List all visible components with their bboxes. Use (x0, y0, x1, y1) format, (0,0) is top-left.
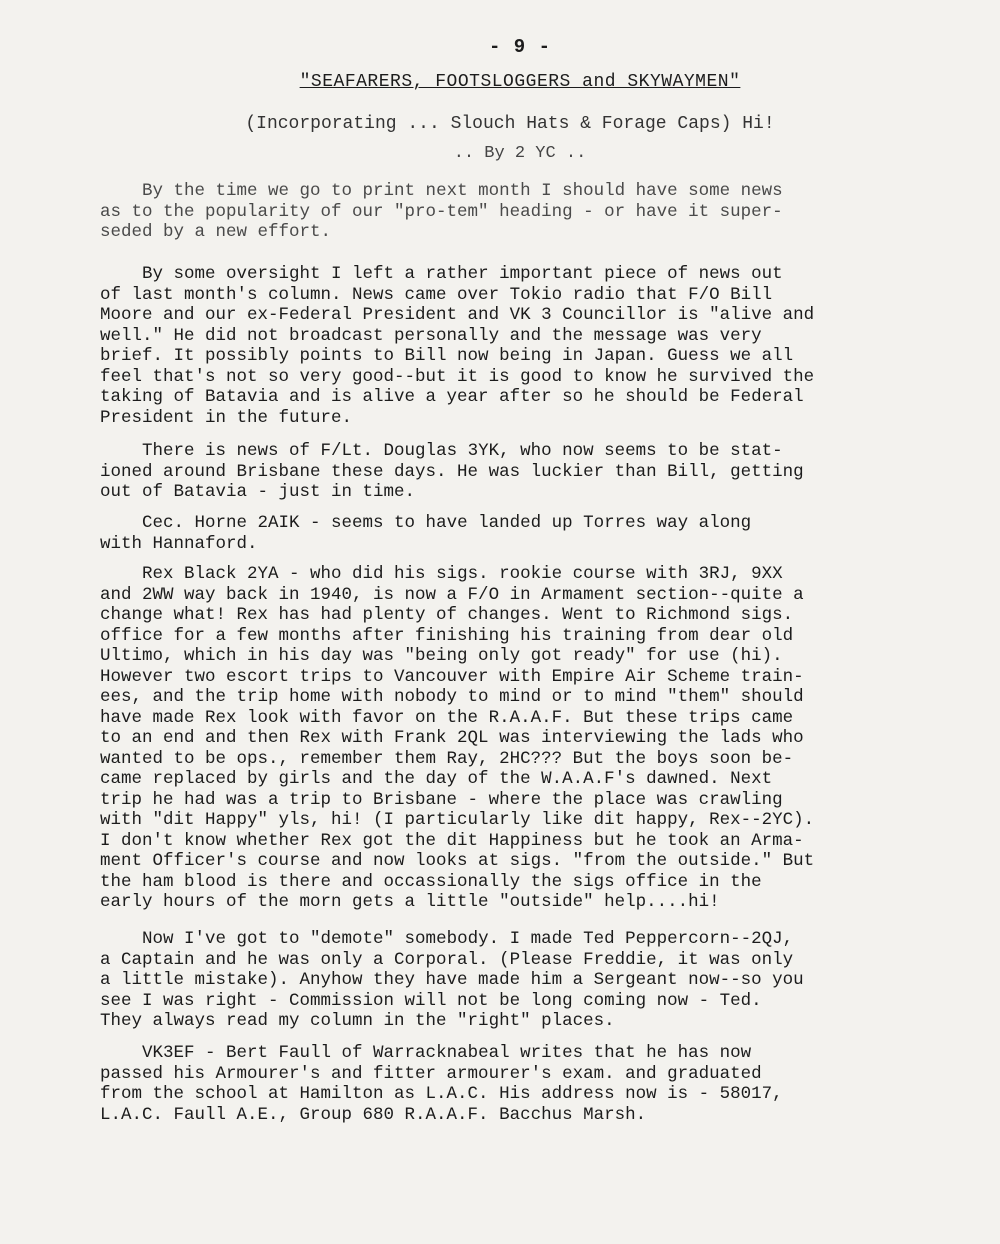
paragraph: Rex Black 2YA - who did his sigs. rookie course with 3RJ, 9XX and 2WW way back in 1940, is now a F/O in Armament section--quite a change what! Rex has had plenty of changes. Went to Richmond sigs. office for a few months after finishing his training from dear old Ultimo, which in his day was "being only got ready" for use (hi). However two escort trips to Vancouver with Empire Air Scheme train- ees, and the trip home with nobody to mind or to mind "them" should have made Rex look with favor on the R.A.A.F. But these trips came to an end and then Rex with Frank 2QL was interviewing the lads who wanted to be ops., remember them Ray, 2HC??? But the boys soon be- came replaced by girls and the day of the W.A.A.F's dawned. Next trip he had was a trip to Brisbane - where the place was crawling with "dit Happy" yls, hi! (I particularly like dit happy, Rex--2YC). I don't know whether Rex got the dit Happiness but he took an Arma- ment Officer's course and now looks at sigs. "from the outside." But the ham blood is there and occassionally the sigs office in the early hours of the morn gets a little "outside" help....hi! (100, 564, 815, 912)
page-number: - 9 - (488, 36, 551, 58)
paragraph: There is news of F/Lt. Douglas 3YK, who now seems to be stat- ioned around Brisbane these days. He was luckier than Bill, getting out of Batavia - just in time. (100, 441, 804, 502)
article-byline: .. By 2 YC .. (453, 144, 587, 163)
paragraph: Cec. Horne 2AIK - seems to have landed up Torres way along with Hannaford. (100, 513, 752, 554)
article-title (0, 72, 1000, 92)
paragraph: By the time we go to print next month I should have some news as to the popularity of our "pro-tem" heading - or have it super- seded by a new effort. (100, 181, 783, 242)
paragraph: Now I've got to "demote" somebody. I made Ted Peppercorn--2QJ, a Captain and he was only a Corporal. (Please Freddie, it was only a little mistake). Anyhow they have made him a Sergeant now--so you see I was right - Commission will not be long coming now - Ted. They always read my column in the "right" places. (100, 929, 804, 1031)
paragraph: By some oversight I left a rather important piece of news out of last month's column. News came over Tokio radio that F/O Bill Moore and our ex-Federal President and VK 3 Councillor is "alive and well." He did not broadcast personally and the message was very brief. It possibly points to Bill now being in Japan. Guess we all feel that's not so very good--but it is good to know he survived the taking of Batavia and is alive a year after so he should be Federal President in the future. (100, 264, 815, 428)
article-title-text: "SEAFARERS, FOOTSLOGGERS and SKYWAYMEN" (299, 72, 741, 92)
paragraph: VK3EF - Bert Faull of Warracknabeal writes that he has now passed his Armourer's and fitter armourer's exam. and graduated from the school at Hamilton as L.A.C. His address now is - 58017, L.A.C. Faull A.E., Group 680 R.A.A.F. Bacchus Marsh. (100, 1043, 783, 1125)
article-subtitle: (Incorporating ... Slouch Hats & Forage Caps) Hi! (245, 114, 775, 134)
